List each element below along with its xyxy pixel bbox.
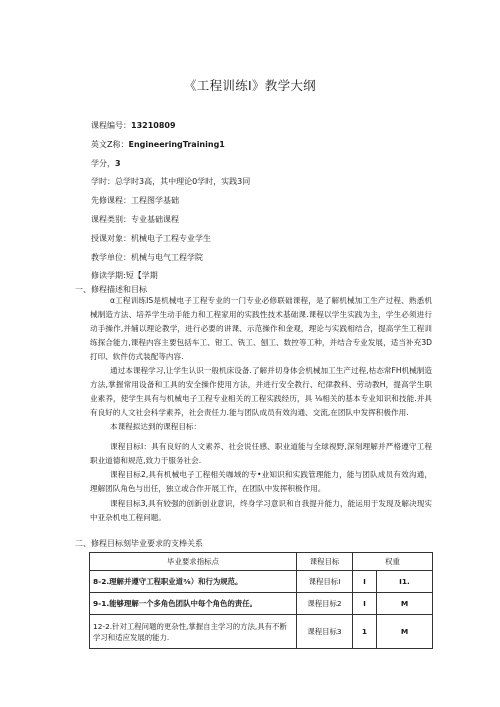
weight-cell: M (377, 615, 433, 649)
course-meta (91, 117, 250, 286)
weight-cell: I (353, 571, 377, 593)
meta-label: 课程类别：专业基础课程 (91, 214, 179, 224)
meta-value: EngineeringTraining1 (128, 139, 225, 149)
table-row (90, 571, 433, 593)
requirement-cell: 8-2.理解并遵守工程职业道⅜）和行为规范。 (90, 571, 297, 593)
meta-label: 修读学期:短【学期 (91, 271, 158, 281)
goal-cell: 课程目标2 (297, 593, 353, 615)
meta-line (91, 192, 250, 211)
meta-line (91, 230, 250, 249)
requirement-cell: 12-2.针对工程问题的更杂性,掌握自主学习的方法,具有不断学习和适应发展的能力. (90, 615, 297, 649)
meta-label: 英文Z称： (91, 139, 129, 149)
meta-label: 课程编号： (91, 121, 131, 130)
paragraph-goals-intro: 本课程拟达到的课程目标： (110, 422, 202, 431)
page-title: 《工程训练Ⅰ》教学大纲 (184, 78, 316, 93)
weight-cell: I (353, 593, 377, 615)
paragraph-description: α工程训练IS是机械电子工程专业的一门专业必修联础课程，是了解机械加工生产过程、熟悉机械制造方法、培养学生动手能力和工程家用的实践性技术基础课.课程以学生实践为主，学生必须进行动手操作,并辅以理论教学，进行必要的讲课、示范操作和金观，理论与实践相结合，提高学生工程训练探合能力,课程内容主要包括车工、钳工、铣工、刨工、数控等工种，并结合专业发展，适当补充3D打印、软件仿式装配等内容. (90, 296, 432, 361)
meta-line (91, 211, 250, 230)
meta-label: 先修课程：工程图学基础 (91, 196, 179, 206)
meta-value: 13210809 (131, 121, 176, 130)
table-row (90, 615, 433, 649)
header-weight: 权重 (353, 553, 433, 571)
goal-cell: 课程目标I (297, 571, 353, 593)
meta-line (91, 155, 250, 174)
course-goal-3: 课程目标3,具有较强的创新创业意识，终身学习意识和自我提升能力，能运用于发现及解决现实中亚杂机电工程问题。 (90, 499, 432, 522)
course-goal-1: 课程目标I：具有良好的人文素养、社会说任感、职业道能与全球视野,深刻理解并严格遵守工程职业道德和规范,致力于服务社会. (90, 442, 432, 465)
weight-cell: I1. (377, 571, 433, 593)
weight-cell: 1 (353, 615, 377, 649)
meta-label: 教学单位：机械与电气工程学院 (91, 252, 203, 262)
section-heading-1: 一、修程描述和目标 (75, 285, 147, 294)
header-requirement: 毕业要求指标点 (90, 553, 297, 571)
goal-cell: 课程目标3 (297, 615, 353, 649)
meta-line (91, 136, 250, 155)
requirements-table (89, 552, 433, 649)
section-heading-2: 二、修程目标刻毕业要求的支棒关系 (75, 539, 203, 548)
weight-cell: M (377, 593, 433, 615)
meta-value: 3 (115, 158, 121, 168)
meta-label: 学时：总学时3高，其中理论0学时，实践3同 (91, 177, 251, 187)
table-header-row (90, 553, 433, 571)
meta-label: 学分， (91, 158, 115, 168)
meta-label: 授课对象：机械电子工程专业学生 (91, 233, 211, 243)
requirement-cell: 9-1.能够理解一个多角色团队中每个角色的责任。 (90, 593, 297, 615)
course-goal-2: 课程目标2,具有机械电子工程相关咖域的专•业知识和实践管理能力，能与团队成员有效沟通，理解团队角色与出任，独立或合作开展工作，在团队中发挥积极作用。 (90, 470, 432, 493)
meta-line (91, 173, 250, 192)
table-row (90, 593, 433, 615)
meta-line (91, 249, 250, 268)
paragraph-goals-overview: 通过本课程学习,让学生认识一般机床设备.了解并切身体会机械加工生产过程,枯态常FH机械制造方法,掌握常用设备和工具的安全操作使用方法，并进行安全教行、纪律教科、劳动教H，提高学生职业素养，使学生具有与机械电子工程专业相关的工程实践经历，具 ⅛相关的基本专业知识和技能.并具有良好的人文社会科学素养，社会责任力.能与团队成员有效沟通、交流,在团队中发挥积极作用. (90, 366, 432, 417)
meta-line (91, 117, 250, 136)
header-goal: 课程目标 (297, 553, 353, 571)
